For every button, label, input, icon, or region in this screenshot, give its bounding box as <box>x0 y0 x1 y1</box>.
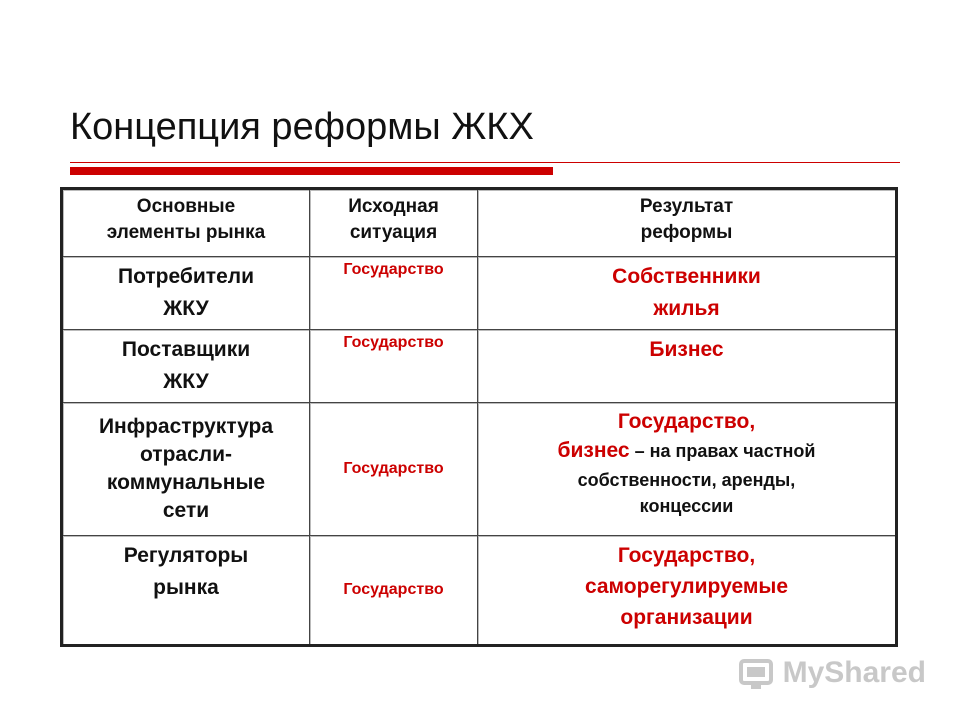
header-elements: Основные элементы рынка <box>62 189 310 257</box>
cell-element: Потребители ЖКУ <box>62 257 310 330</box>
cell-initial: Государство <box>310 403 478 536</box>
title-rule-thin <box>70 162 900 163</box>
title-rule-thick <box>70 167 553 175</box>
slide-title: Концепция реформы ЖКХ <box>70 106 534 148</box>
cell-element: Инфраструктура отрасли- коммунальные сети <box>62 403 310 536</box>
cell-initial: Государство <box>310 257 478 330</box>
cell-initial: Государство <box>310 536 478 646</box>
result-line-4: концессии <box>639 496 734 516</box>
watermark <box>737 655 926 691</box>
result-line-1: Государство, <box>617 410 756 433</box>
header-initial: Исходная ситуация <box>310 189 478 257</box>
table-header-row <box>62 189 897 257</box>
result-tail: – на правах частной <box>629 441 816 461</box>
table-row <box>62 536 897 646</box>
table-row <box>62 330 897 403</box>
reform-table <box>60 187 898 647</box>
watermark-brand: MyShared <box>782 656 926 689</box>
header-result: Результат реформы <box>478 189 897 257</box>
cell-result: Собственники жилья <box>478 257 897 330</box>
cell-element: Регуляторы рынка <box>62 536 310 646</box>
table-row <box>62 403 897 536</box>
cell-initial: Государство <box>310 330 478 403</box>
cell-result: Бизнес <box>478 330 897 403</box>
result-line-3: собственности, аренды, <box>577 470 796 490</box>
cell-element: Поставщики ЖКУ <box>62 330 310 403</box>
cell-result <box>478 403 897 536</box>
mortarboard-icon <box>737 655 777 691</box>
table-row <box>62 257 897 330</box>
cell-result: Государство, саморегулируемые организации <box>478 536 897 646</box>
result-word: бизнес <box>557 439 630 462</box>
